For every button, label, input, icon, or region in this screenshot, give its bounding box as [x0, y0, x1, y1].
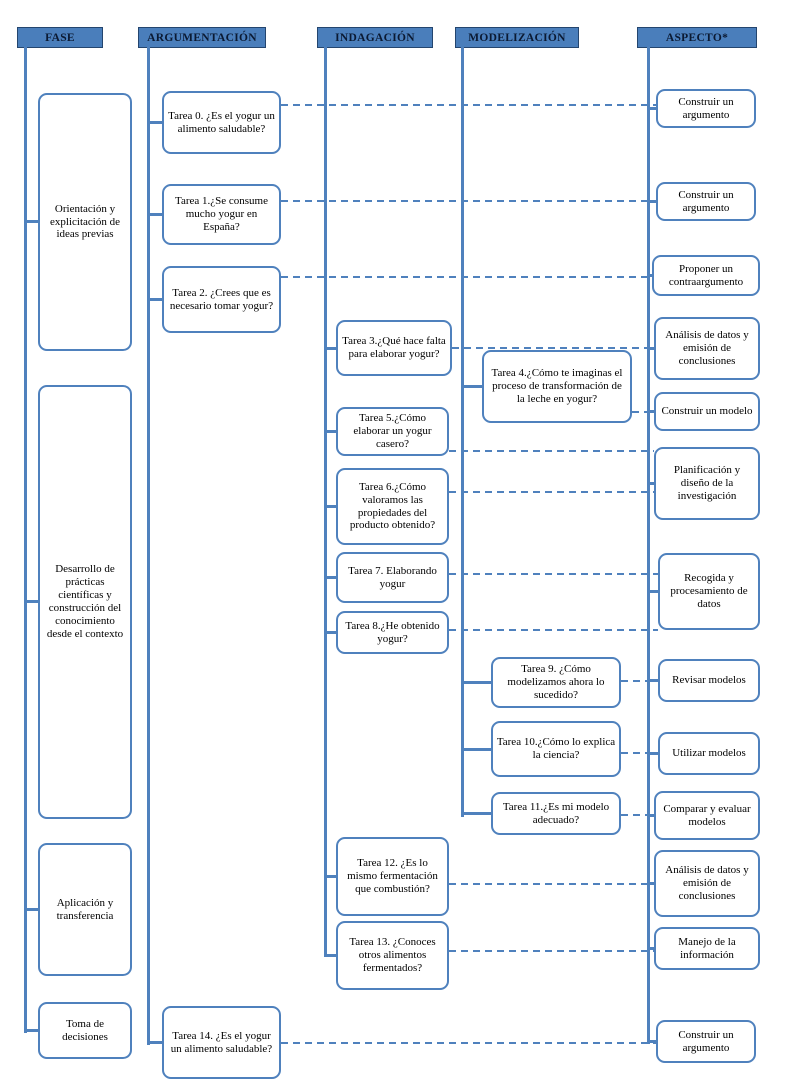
task-label: Tarea 0. ¿Es el yogur un alimento saludable?	[168, 109, 275, 135]
phase-box-orientacion	[38, 93, 132, 351]
aspect-box-planificacion	[654, 447, 760, 520]
dashed-link-tarea10-aspecto	[621, 752, 658, 754]
task-label: Tarea 1.¿Se consume mucho yogur en España?	[175, 195, 268, 233]
aspect-label: Revisar modelos	[672, 674, 746, 687]
task-label: Tarea 13. ¿Conoces otros alimentos fermentados?	[349, 936, 436, 974]
task-label: Tarea 12. ¿Es lo mismo fermentación que combustión?	[347, 857, 438, 895]
aspect-box-utilizar-modelos	[658, 732, 760, 775]
task-box-tarea-1	[162, 184, 281, 245]
column-header-argumentacion: ARGUMENTACIÓN	[138, 27, 266, 48]
phase-box-desarrollo	[38, 385, 132, 819]
aspect-label: Análisis de datos y emisión de conclusiones	[665, 329, 749, 367]
argumentacion-axis-line	[147, 47, 150, 1045]
task-label: Tarea 2. ¿Crees que es necesario tomar yogur?	[169, 286, 274, 312]
aspecto-axis-line	[647, 47, 650, 1044]
aspect-box-manejo-informacion	[654, 927, 760, 970]
dashed-link-tarea13-aspecto	[449, 950, 654, 952]
dashed-link-tarea4-aspecto	[632, 411, 654, 413]
phase-label: Toma de decisiones	[62, 1017, 108, 1043]
task-box-tarea-5	[336, 407, 449, 456]
column-header-fase: FASE	[17, 27, 103, 48]
aspect-box-recogida-datos	[658, 553, 760, 630]
column-header-modelizacion: MODELIZACIÓN	[455, 27, 579, 48]
phase-box-toma	[38, 1002, 132, 1059]
dashed-link-tarea1-aspecto	[281, 200, 656, 202]
connector	[461, 681, 493, 684]
dashed-link-tarea2-aspecto	[281, 276, 652, 278]
task-box-tarea-0	[162, 91, 281, 154]
aspect-label: Construir un argumento	[678, 95, 734, 121]
task-box-tarea-14	[162, 1006, 281, 1079]
aspect-label: Proponer un contraargumento	[668, 262, 744, 288]
aspect-label: Construir un argumento	[678, 1028, 734, 1054]
dashed-link-tarea5-aspecto	[449, 450, 654, 452]
task-box-tarea-2	[162, 266, 281, 333]
dashed-link-tarea7-aspecto	[449, 573, 658, 575]
task-label: Tarea 4.¿Cómo te imaginas el proceso de transformación de la leche en yogur?	[491, 367, 623, 405]
aspect-box-construir-modelo	[654, 392, 760, 431]
aspect-label: Análisis de datos y emisión de conclusiones	[665, 864, 749, 902]
aspect-label: Recogida y procesamiento de datos	[670, 572, 748, 610]
aspect-box-analisis-datos-1	[654, 317, 760, 380]
connector	[461, 812, 493, 815]
task-label: Tarea 9. ¿Cómo modelizamos ahora lo sucedido?	[507, 663, 605, 701]
aspect-box-comparar-evaluar	[654, 791, 760, 840]
aspect-box-construir-argumento-3	[656, 1020, 756, 1063]
modelizacion-axis-line	[461, 47, 464, 817]
dashed-link-tarea14-aspecto	[281, 1042, 656, 1044]
phase-label: Desarrollo de prácticas científicas y construcción del conocimiento desde el contexto	[46, 563, 124, 640]
aspect-label: Manejo de la información	[678, 935, 736, 961]
task-box-tarea-10	[491, 721, 621, 777]
task-label: Tarea 6.¿Cómo valoramos las propiedades del producto obtenido?	[349, 480, 436, 532]
task-box-tarea-9	[491, 657, 621, 708]
phase-label: Aplicación y transferencia	[56, 896, 114, 922]
task-label: Tarea 11.¿Es mi modelo adecuado?	[502, 800, 610, 826]
aspect-box-revisar-modelos	[658, 659, 760, 702]
task-label: Tarea 14. ¿Es el yogur un alimento saludable?	[170, 1029, 273, 1055]
task-box-tarea-8	[336, 611, 449, 654]
dashed-link-tarea11-aspecto	[621, 814, 654, 816]
task-box-tarea-3	[336, 320, 452, 376]
dashed-link-tarea0-aspecto	[281, 104, 656, 106]
connector	[461, 748, 493, 751]
aspect-box-construir-argumento-1	[656, 89, 756, 128]
aspect-label: Comparar y evaluar modelos	[663, 802, 751, 828]
task-label: Tarea 7. Elaborando yogur	[348, 564, 437, 590]
task-box-tarea-13	[336, 921, 449, 990]
aspect-label: Planificación y diseño de la investigación	[673, 464, 741, 502]
aspect-label: Construir un modelo	[661, 405, 753, 418]
task-box-tarea-12	[336, 837, 449, 916]
column-header-aspecto: ASPECTO*	[637, 27, 757, 48]
column-header-indagacion: INDAGACIÓN	[317, 27, 433, 48]
aspect-box-contraargumento	[652, 255, 760, 296]
aspect-box-construir-argumento-2	[656, 182, 756, 221]
dashed-link-tarea12-aspecto	[449, 883, 654, 885]
task-label: Tarea 3.¿Qué hace falta para elaborar yogur?	[342, 335, 446, 360]
aspect-label: Utilizar modelos	[672, 747, 746, 760]
dashed-link-tarea6-aspecto	[449, 491, 654, 493]
phase-label: Orientación y explicitación de ideas previas	[50, 202, 120, 241]
task-label: Tarea 5.¿Cómo elaborar un yogur casero?	[353, 412, 432, 450]
task-box-tarea-4	[482, 350, 632, 423]
aspect-box-analisis-datos-2	[654, 850, 760, 917]
connector	[461, 385, 484, 388]
dashed-link-tarea3-aspecto	[452, 347, 654, 349]
task-box-tarea-6	[336, 468, 449, 545]
fase-axis-line	[24, 47, 27, 1033]
task-box-tarea-11	[491, 792, 621, 835]
phase-box-aplicacion	[38, 843, 132, 976]
dashed-link-tarea8-aspecto	[449, 629, 658, 631]
task-box-tarea-7	[336, 552, 449, 603]
task-label: Tarea 8.¿He obtenido yogur?	[345, 619, 440, 645]
indagacion-axis-line	[324, 47, 327, 957]
dashed-link-tarea9-aspecto	[621, 680, 658, 682]
task-label: Tarea 10.¿Cómo lo explica la ciencia?	[496, 736, 616, 761]
aspect-label: Construir un argumento	[678, 188, 734, 214]
